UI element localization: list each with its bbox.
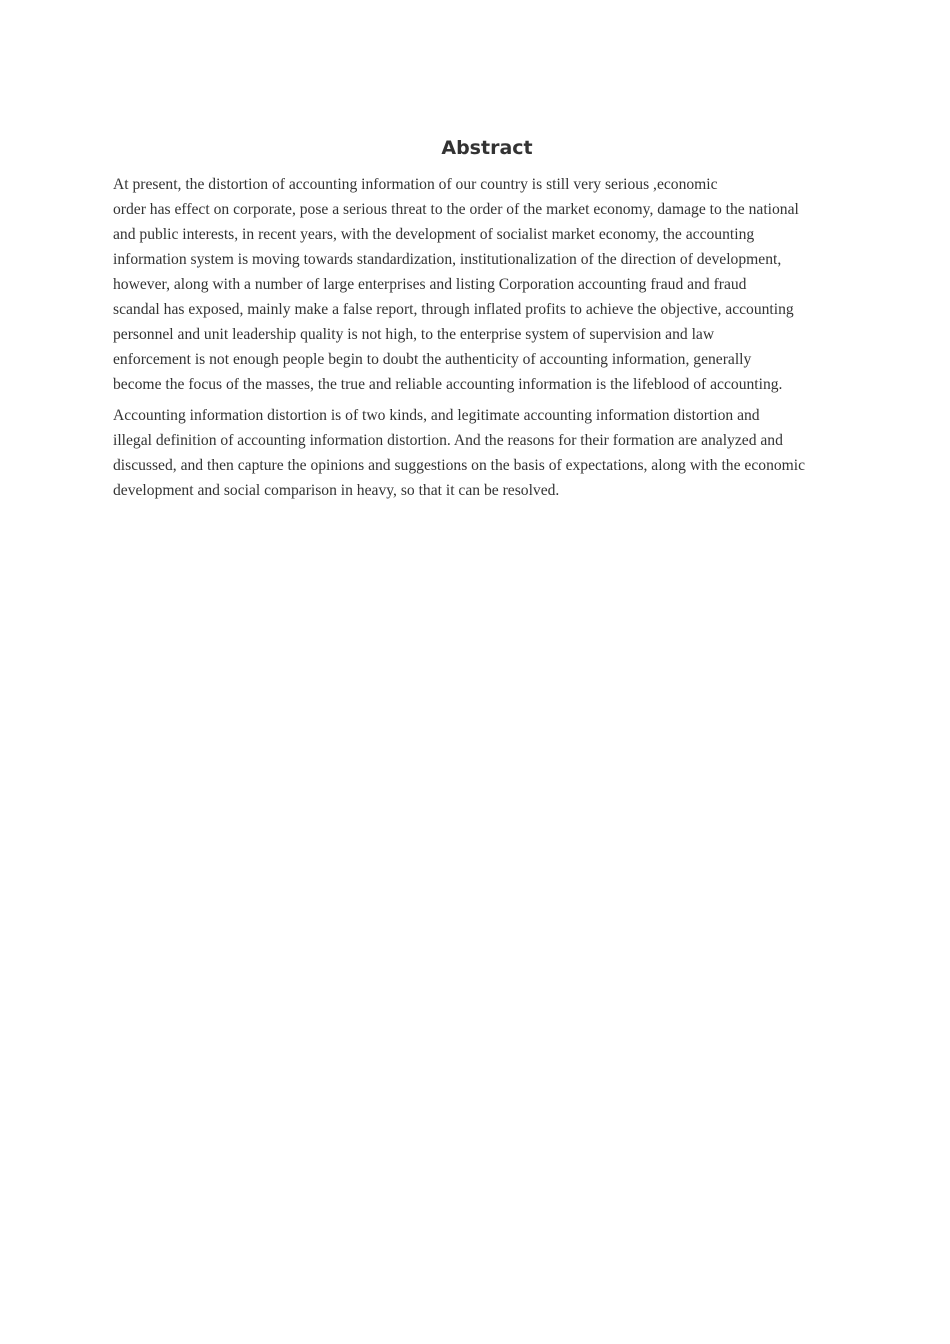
text-line: Accounting information distortion is of two kinds, and legitimate accounting information distortion and	[113, 407, 760, 424]
text-line: however, along with a number of large enterprises and listing Corporation accounting fraud and fraud	[113, 276, 747, 293]
abstract-title: Abstract	[441, 137, 533, 159]
text-line: discussed, and then capture the opinions and suggestions on the basis of expectations, along with the economic	[113, 457, 806, 474]
text-line: enforcement is not enough people begin to doubt the authenticity of accounting information, generally	[113, 351, 752, 368]
text-line: become the focus of the masses, the true and reliable accounting information is the lifeblood of accounting.	[113, 376, 783, 393]
text-line: At present, the distortion of accounting information of our country is still very serious ,economic	[113, 176, 718, 193]
text-line: and public interests, in recent years, with the development of socialist market economy, the accounting	[113, 226, 755, 243]
document-body	[113, 136, 861, 509]
abstract-paragraph-1	[113, 172, 861, 397]
text-line: personnel and unit leadership quality is not high, to the enterprise system of supervision and law	[113, 326, 715, 343]
text-line: development and social comparison in heavy, so that it can be resolved.	[113, 482, 560, 499]
text-line: order has effect on corporate, pose a serious threat to the order of the market economy, damage to the national	[113, 201, 799, 218]
text-line: scandal has exposed, mainly make a false report, through inflated profits to achieve the objective, accounting	[113, 301, 794, 318]
abstract-paragraph-2	[113, 403, 861, 503]
text-line: information system is moving towards standardization, institutionalization of the direction of development,	[113, 251, 782, 268]
text-line: illegal definition of accounting information distortion. And the reasons for their formation are analyzed and	[113, 432, 783, 449]
